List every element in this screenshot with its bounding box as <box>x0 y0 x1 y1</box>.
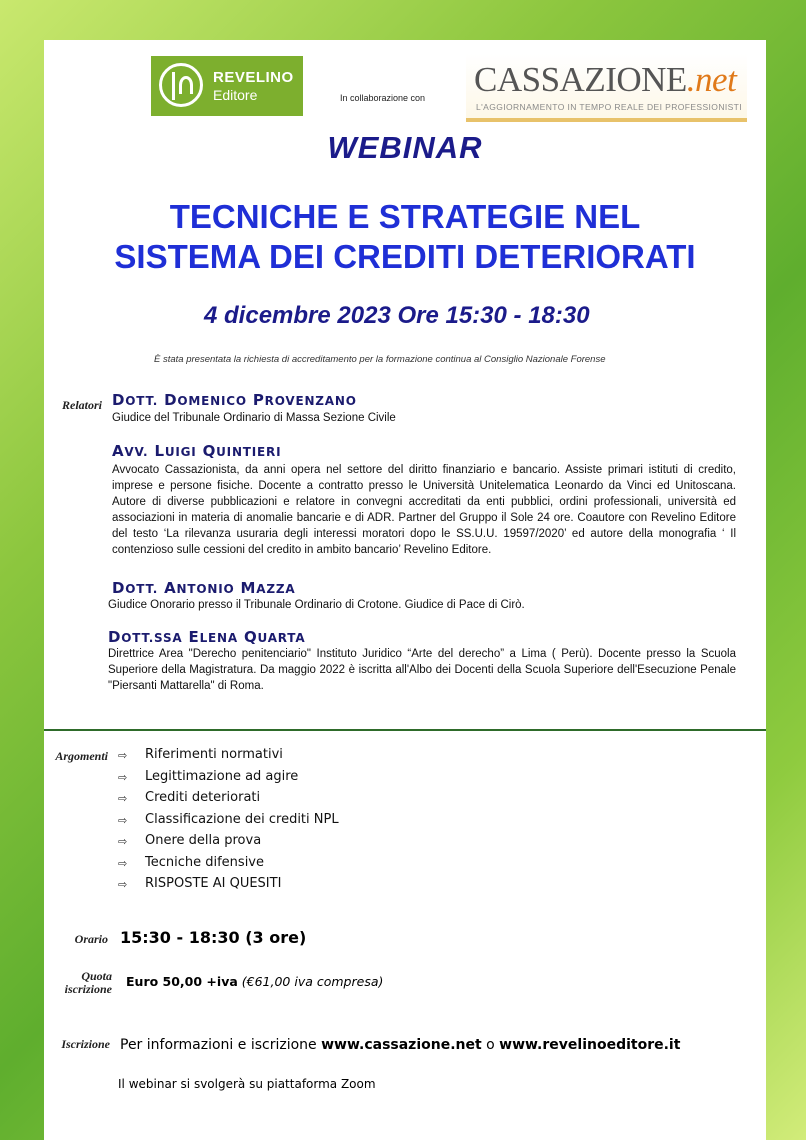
arrow-right-icon: ⇨ <box>118 749 128 762</box>
speaker-4-name: DOTT.SSA ELENA QUARTA <box>108 628 306 646</box>
label-orario: Orario <box>74 932 108 946</box>
event-date: 4 dicembre 2023 Ore 15:30 - 18:30 <box>204 302 590 329</box>
cassazione-logo <box>466 54 747 122</box>
list-item: ⇨ Crediti deteriorati <box>118 790 261 805</box>
list-item: ⇨ Legittimazione ad agire <box>118 768 299 784</box>
revelino-logo <box>151 56 303 116</box>
label-quota: Quota iscrizione <box>64 969 112 996</box>
flyer-sheet <box>44 40 766 1140</box>
list-item: ⇨ Tecniche difensive <box>118 854 264 870</box>
event-title-line1: TECNICHE E STRATEGIE NEL <box>169 198 641 235</box>
registration-info: Per informazioni e iscrizione www.cassazione.net o www.revelinoeditore.it <box>120 1037 681 1053</box>
platform-note: Il webinar si svolgerà su piattaforma Zoom <box>118 1077 376 1091</box>
revelino-logo-sub: Editore <box>213 87 258 103</box>
arrow-right-icon: ⇨ <box>118 856 128 870</box>
arrow-right-icon: ⇨ <box>118 770 128 784</box>
revelino-logo-name: REVELINO <box>213 69 294 86</box>
list-item: ⇨ RISPOSTE AI QUESITI <box>118 876 282 891</box>
speaker-3-name: DOTT. ANTONIO MAZZA <box>112 579 296 597</box>
list-item: ⇨ Classificazione dei crediti NPL <box>118 811 339 827</box>
section-divider <box>44 729 766 731</box>
speaker-2-name: AVV. LUIGI QUINTIERI <box>112 442 282 460</box>
cassazione-logo-tagline: L'AGGIORNAMENTO IN TEMPO REALE DEI PROFESSIONISTI <box>476 102 743 112</box>
cassazione-logo-name: CASSAZIONE.net <box>474 60 737 99</box>
list-item: ⇨ Onere della prova <box>118 833 262 848</box>
cassazione-link[interactable]: www.cassazione.net <box>321 1037 482 1053</box>
label-iscrizione: Iscrizione <box>61 1037 110 1051</box>
speaker-2-desc: Avvocato Cassazionista, da anni opera nel settore del diritto finanziario e bancario. Assiste primari istituti di credito, imprese e persone fisiche. Docente a contratto presso le Università Unitelematica Leonardo da Vinci ed Unitoscana. Autore di diverse pubblicazioni e relatore in convegni accreditati da enti pubblici, ordini professionali, università ed associazioni in materia di anomalie bancarie e di ADR. Partner del Gruppo il Sole 24 ore. Coautore con Revelino Editore del testo ‘La rilevanza usuraria degli interessi moratori dopo le SS.U.U. 19597/2020’ ed autore della monografia ‘ Il contenzioso sulle cessioni del credito in ambito bancario’ Revelino Editore. <box>112 464 736 556</box>
arrow-right-icon: ⇨ <box>118 835 128 848</box>
topics-list <box>118 747 339 898</box>
fee-value: Euro 50,00 +iva (€61,00 iva compresa) <box>126 974 384 989</box>
accreditation-note: È stata presentata la richiesta di accreditamento per la formazione continua al Consiglio Nazionale Forense <box>154 354 606 365</box>
speaker-4-desc: Direttrice Area "Derecho penitenciario" Instituto Juridico “Arte del derecho” a Lima ( Perù). Docente presso la Scuola Superiore della Magistratura. Da maggio 2022 è iscritta all'Albo dei Docenti della Scuola Superiore dell'Esecuzione Penale "Piersanti Mattarella" di Roma. <box>108 648 736 692</box>
speaker-1-desc: Giudice del Tribunale Ordinario di Massa Sezione Civile <box>112 412 396 424</box>
event-type: WEBINAR <box>327 130 483 165</box>
list-item: ⇨ Riferimenti normativi <box>118 747 283 762</box>
arrow-right-icon: ⇨ <box>118 878 128 891</box>
arrow-right-icon: ⇨ <box>118 813 128 827</box>
event-title-line2: SISTEMA DEI CREDITI DETERIORATI <box>114 238 696 275</box>
speaker-1-name: DOTT. DOMENICO PROVENZANO <box>112 391 357 409</box>
label-relatori: Relatori <box>61 398 102 412</box>
label-argomenti: Argomenti <box>55 749 108 763</box>
revelino-logo-mark-icon <box>159 63 203 107</box>
revelino-link[interactable]: www.revelinoeditore.it <box>499 1037 681 1053</box>
schedule-value: 15:30 - 18:30 (3 ore) <box>120 928 307 947</box>
speaker-3-desc: Giudice Onorario presso il Tribunale Ordinario di Crotone. Giudice di Pace di Cirò. <box>108 599 525 611</box>
cassazione-logo-underline <box>466 118 747 122</box>
collaboration-text: In collaborazione con <box>340 93 426 103</box>
arrow-right-icon: ⇨ <box>118 792 128 805</box>
